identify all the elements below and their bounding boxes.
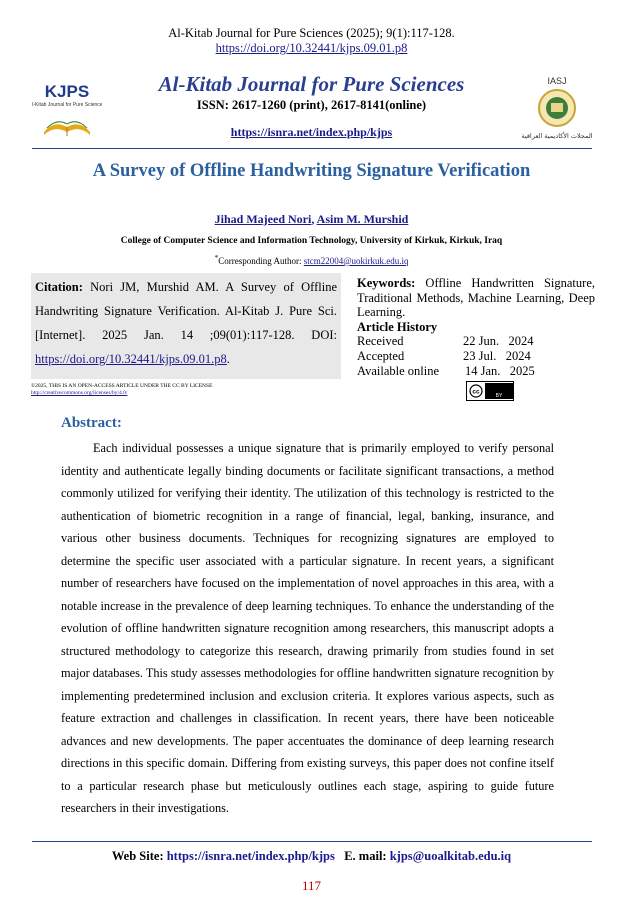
abstract-heading: Abstract: [61,415,122,431]
footer-email-link[interactable]: kjps@uoalkitab.edu.iq [389,849,512,863]
history-label: Received [357,334,404,348]
corresponding-mark: * [214,253,219,262]
history-date: 22 Jun. 2024 [463,334,534,348]
author-link-1[interactable]: Jihad Majeed Nori [214,212,312,226]
iasj-logo-text: IASJ [547,76,567,86]
header-divider [32,148,592,149]
keywords-box [357,276,595,379]
author-link-2[interactable]: Asim M. Murshid [316,212,409,226]
kjps-logo-caption: Al-Kitab Journal for Pure Sciences [32,102,102,108]
keywords-label: Keywords: [357,276,416,290]
footer [0,849,623,864]
citation-label: Citation: [35,280,83,294]
svg-text:cc: cc [472,388,480,396]
citation-box [31,273,341,379]
history-date: 14 Jan. 2025 [465,364,535,378]
abstract-text: Each individual possesses a unique signature that is primarily employed to verify personal identity and authenticate legally binding documents or facilitate significant transactions, a method commonly utilized for verifying their identity. The utilization of this technology is restricted to the authentication of biometric recognition in a range of financial, legal, banking, insurance, and various other business documents. Techniques for recognizing signatures are employed to determine the specific user associated with a particular signature. In recent years, a significant number of researchers have focused on the implementation of novel approaches in this area, with a notable increase in the prevalence of deep learning techniques. To enhance the understanding of the evolution of offline handwritten signature recognition among researchers, this manuscript adopts a structured methodology to categorize this research, drawing primarily from studies found in set major databases. This study assesses methodologies for offline handwritten signature recognition by implementing predetermined inclusion and exclusion criteria. It explores various aspects, such as feature extraction and challenges in classification. In recent years, there have been noticeable advances and new developments. The paper accentuates the dominance of deep learning research directions in this specific domain. Differing from existing surveys, this paper does not confine itself to a particular research phase but meticulously outlines each stage, aspiring to guide future researchers in their investigations. [61,441,554,815]
history-row [357,364,535,379]
footer-email-label: E. mail: [344,849,387,863]
license-note [31,383,331,397]
by-label: BY [495,393,503,399]
cc-icon [467,383,485,399]
footer-web-label: Web Site: [111,849,164,863]
keywords [357,276,595,320]
cc-by-badge[interactable] [466,381,514,401]
history-label: Available online [357,364,440,378]
kjps-logo-text: KJPS [44,82,90,101]
history-row [357,349,535,364]
license-text: ©2025, THIS IS AN OPEN-ACCESS ARTICLE UNDER THE CC BY LICENSE [31,383,213,389]
abstract-body [61,437,554,820]
keywords-text: Offline Handwritten Signature, Traditional Methods, Machine Learning, Deep Learning. [357,276,595,319]
license-link[interactable]: http://creativecommons.org/licenses/by/4.0/ [31,390,128,396]
article-history-table [357,334,535,379]
page-number: 117 [301,878,322,893]
corresponding-label: Corresponding Author: [218,256,302,266]
journal-title: Al-Kitab Journal for Pure Sciences [158,72,465,96]
journal-website-link[interactable]: https://isnra.net/index.php/kjps [230,125,393,139]
affiliation: College of Computer Science and Information Technology, University of Kirkuk, Kirkuk, Iraq [120,236,503,246]
paper-title: A Survey of Offline Handwriting Signature Verification [92,161,531,181]
history-date: 23 Jul. 2024 [463,349,531,363]
iasj-logo-caption: المجلات الأكاديمية العراقية [521,132,593,140]
footer-divider [32,841,592,842]
citation-text: Nori JM, Murshid AM. A Survey of Offline Handwriting Signature Verification. Al-Kitab J. Pure Sci. [Internet]. 2025 Jan. 14 ;09(01):117-128. DOI: [35,280,338,342]
corresponding-email-link[interactable]: stcm22004@uokirkuk.edu.iq [303,256,409,266]
running-head-doi-link[interactable]: https://doi.org/10.32441/kjps.09.01.p8 [215,41,408,55]
history-row [357,334,535,349]
issn: ISSN: 2617-1260 (print), 2617-8141(online) [196,98,427,112]
corresponding-author [0,253,623,266]
running-head [0,26,623,56]
citation-doi-link[interactable]: https://doi.org/10.32441/kjps.09.01.p8 [35,352,227,366]
by-icon [485,383,513,399]
citation-trailing: . [226,352,230,366]
history-label: Accepted [357,349,405,363]
article-history-heading: Article History [357,319,438,334]
footer-web-link[interactable]: https://isnra.net/index.php/kjps [166,849,335,863]
author-list: Jihad Majeed Nori, Asim M. Murshid [214,212,409,226]
running-head-citation: Al-Kitab Journal for Pure Sciences (2025); 9(1):117-128. [168,26,455,40]
